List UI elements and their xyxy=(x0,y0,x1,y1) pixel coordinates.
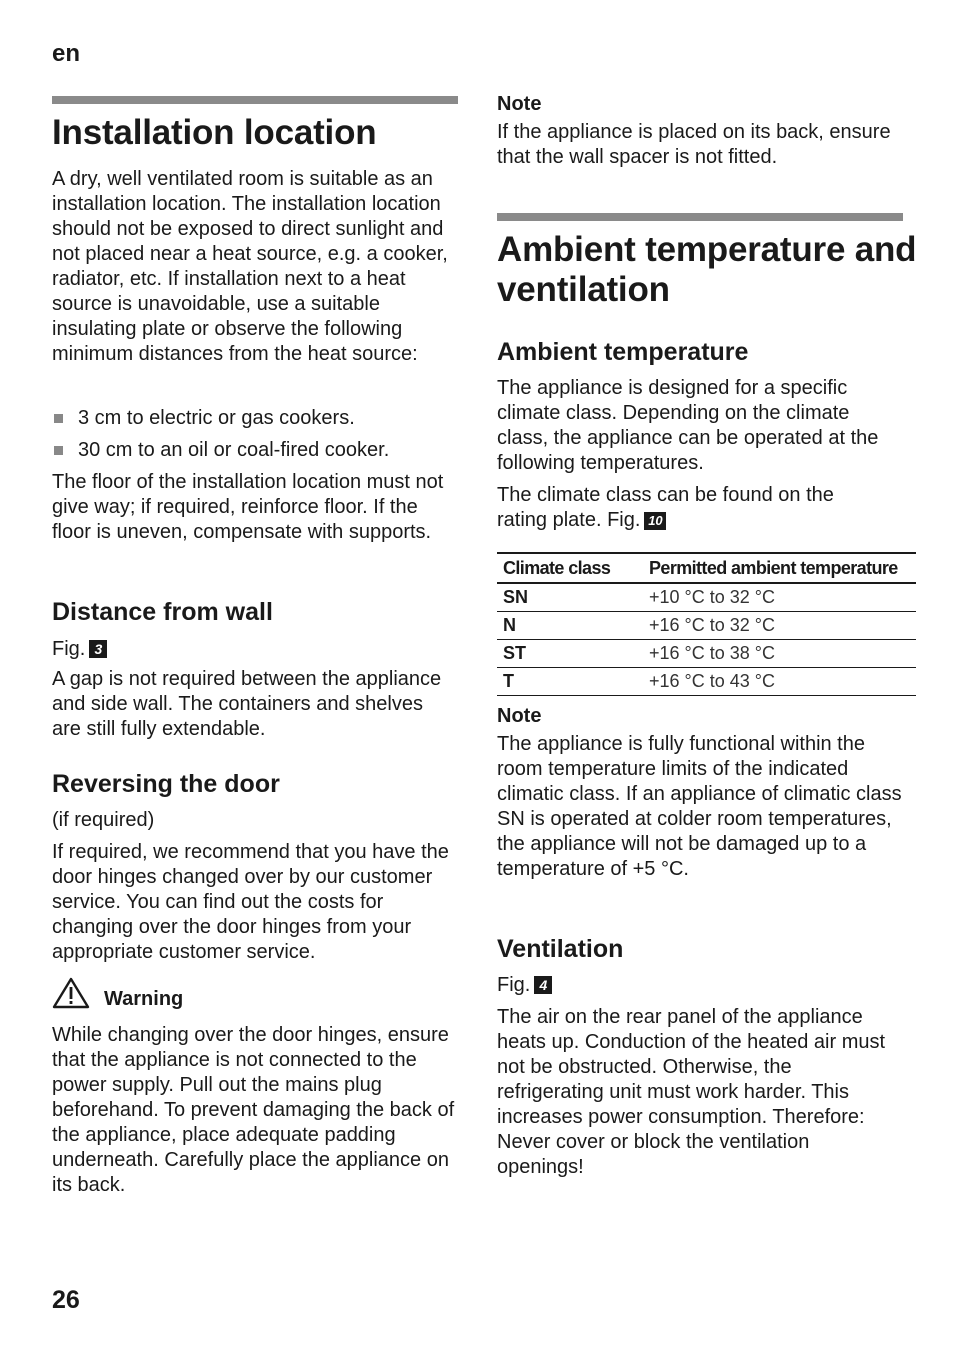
bullet-text: 3 cm to electric or gas cookers. xyxy=(78,407,355,429)
rating-plate-text: The climate class can be found on the rating plate. Fig. xyxy=(497,484,834,531)
installation-floor-text: The floor of the installation location must not give way; if required, reinforce floor. If the floor is uneven, compensate with supports. xyxy=(52,471,444,543)
table-row xyxy=(497,583,916,612)
figure-number-badge: 4 xyxy=(534,976,552,994)
table-row xyxy=(497,612,916,640)
column-header: Permitted ambient temperature xyxy=(643,553,916,583)
temperature-range-cell: +16 °C to 38 °C xyxy=(643,640,916,668)
section-rule-ambient xyxy=(497,213,903,221)
bullet-square-icon xyxy=(54,414,63,423)
table-header-row xyxy=(497,553,916,583)
reversing-door-subtitle: (if required) xyxy=(52,809,155,831)
ventilation-fig-ref xyxy=(497,973,552,998)
ventilation-title: Ventilation xyxy=(497,935,624,963)
warning-text: While changing over the door hinges, ensure that the appliance is not connected to the power supply. Pull out the mains plug beforehand. To prevent damaging the back of the appliance, place adequate padding underneath. Carefully place the appliance on its back. xyxy=(52,1024,455,1196)
note-text: The appliance is fully functional within the room temperature limits of the indicated climatic class. If an appliance of climatic class SN is operated at colder room temperatures, the appliance will not be damaged up to a temperature of +5 °C. xyxy=(497,733,902,880)
page-number: 26 xyxy=(52,1286,80,1314)
fig-label: Fig. xyxy=(497,974,531,996)
bullet-text: 30 cm to an oil or coal-fired cooker. xyxy=(78,439,390,461)
installation-title: Installation location xyxy=(52,113,377,152)
installation-intro: A dry, well ventilated room is suitable as an installation location. The installation location should not be exposed to direct sunlight and not placed near a heat source, e.g. a cooker, radiator, etc. If installation next to a heat source is unavoidable, use a suitable insulating plate or observe the following minimum distances from the heat source: xyxy=(52,168,448,365)
distance-title: Distance from wall xyxy=(52,598,273,626)
distance-text: A gap is not required between the appliance and side wall. The containers and shelves are still fully extendable. xyxy=(52,668,442,740)
table-row xyxy=(497,640,916,668)
ventilation-text: The air on the rear panel of the appliance heats up. Conduction of the heated air must not be obstructed. Otherwise, the refrigerating unit must work harder. This increases power consumption. Therefore: Never cover or block the ventilation openings! xyxy=(497,1006,886,1178)
section-rule-installation xyxy=(52,96,458,104)
bullet-item xyxy=(52,438,468,463)
climate-class-cell: ST xyxy=(497,640,643,668)
temperature-range-cell: +10 °C to 32 °C xyxy=(643,583,916,612)
figure-number-badge: 10 xyxy=(644,512,666,530)
warning-triangle-icon xyxy=(52,977,90,1009)
distance-fig-ref xyxy=(52,637,107,662)
ambient-text: The appliance is designed for a specific climate class. Depending on the climate class, the appliance can be operated at the following temperatures. xyxy=(497,377,879,474)
column-header: Climate class xyxy=(497,553,643,583)
figure-number-badge: 3 xyxy=(89,640,107,658)
bullet-item xyxy=(52,406,468,431)
language-tag: en xyxy=(52,40,81,67)
reversing-door-title: Reversing the door xyxy=(52,770,280,798)
fig-label: Fig. xyxy=(52,638,86,660)
temperature-range-cell: +16 °C to 43 °C xyxy=(643,668,916,696)
ambient-temperature-title: Ambient temperature xyxy=(497,338,749,366)
note-text: If the appliance is placed on its back, ensure that the wall spacer is not fitted. xyxy=(497,121,891,168)
note-label: Note xyxy=(497,705,542,727)
reversing-door-text: If required, we recommend that you have the door hinges changed over by our customer service. You can find out the costs for changing over the door hinges from your appropriate customer service. xyxy=(52,841,449,963)
temperature-range-cell: +16 °C to 32 °C xyxy=(643,612,916,640)
table-row xyxy=(497,668,916,696)
climate-class-cell: T xyxy=(497,668,643,696)
bullet-square-icon xyxy=(54,446,63,455)
ambient-rating-plate-text xyxy=(497,483,857,533)
climate-class-cell: SN xyxy=(497,583,643,612)
warning-label: Warning xyxy=(104,988,184,1010)
climate-class-table xyxy=(497,552,916,696)
climate-class-cell: N xyxy=(497,612,643,640)
ambient-ventilation-title: Ambient temperature and ventilation xyxy=(497,230,917,309)
note-label: Note xyxy=(497,93,542,115)
